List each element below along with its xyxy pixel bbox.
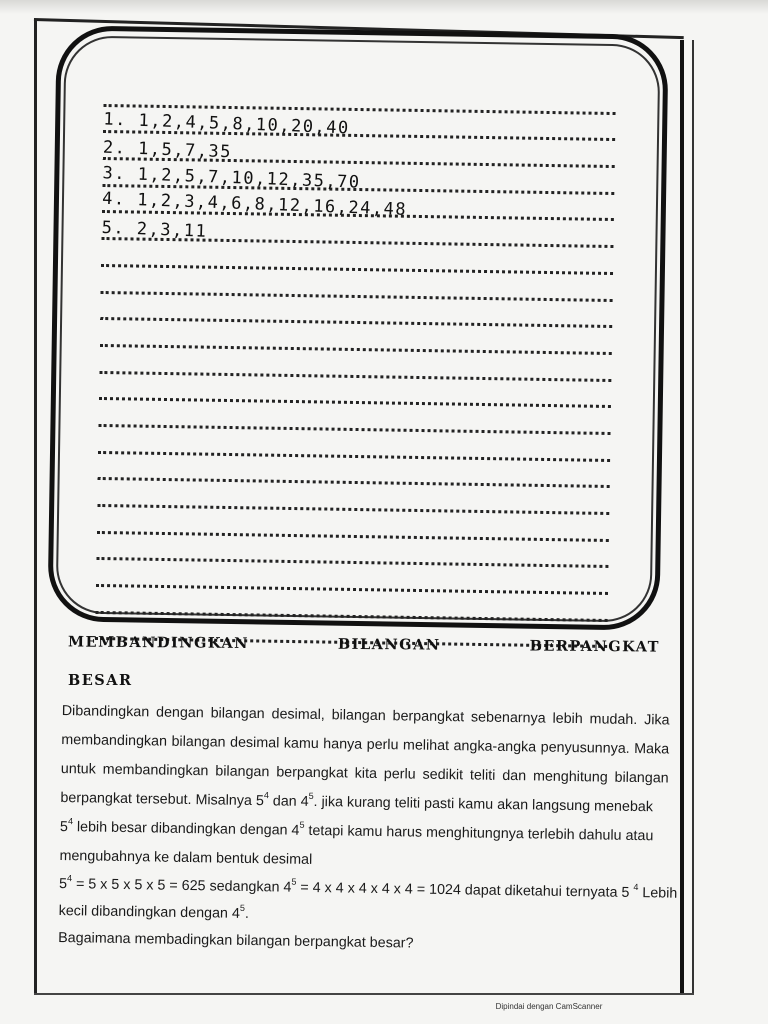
word: desimal, [271,706,325,724]
word: kamu [283,735,319,753]
word: untuk [60,760,96,778]
text-run: . [244,905,249,922]
text-run: 5 [58,875,68,893]
text-run: = 5 x 5 x 5 x 5 = 625 sedangkan 4 [71,876,292,896]
handwritten-answer-1: 1. 1,2,4,5,8,10,20,40 [103,109,351,139]
text-run: tetapi kamu harus menghitungnya terlebih dahulu atau [304,822,654,845]
exponent: 4 [67,873,73,884]
text-run: . jika kurang teliti pasti kamu akan langsung menebak [313,793,654,816]
word: teliti [469,767,496,784]
word: hanya [323,736,363,753]
text-run: kecil dibandingkan dengan 4 [58,902,240,922]
text-run: = 4 x 4 x 4 x 4 x 4 = 1024 dapat diketahui ternyata 5 [296,879,634,901]
question-line: Bagaimana membadingkan bilangan berpangkat besar? [58,929,414,952]
word: lebih [552,710,583,728]
text-run: lebih besar dibandingkan dengan 4 [72,819,300,839]
word: berpangkat [392,708,465,726]
word: melihat [402,737,450,755]
handwritten-answer-3: 3. 1,2,5,7,10,12,35,70 [102,163,361,193]
word: sedikit [422,766,464,784]
section-title-word: MEMBANDINGKAN [67,633,250,652]
exponent: 5 [239,902,246,913]
exponent: 4 [67,816,74,827]
word: dengan [155,704,204,722]
handwritten-answer-4: 4. 1,2,3,4,6,8,12,16,24,48 [101,189,408,221]
paragraph-line-6: mengubahnya ke dalam bentuk desimal [59,847,313,868]
answer-lines [95,80,616,648]
exponent: 5 [299,819,305,830]
word: bilangan [171,733,226,751]
section-title-word: BILANGAN [337,635,441,654]
text-run: berpangkat tersebut. Misalnya 5 [60,789,264,810]
word: bilangan [614,769,669,787]
section-title-word: BERPANGKAT [529,637,661,656]
text-run: Lebih [638,885,678,902]
word: perlu [383,766,416,783]
exponent: 4 [263,790,270,801]
exponent: 5 [308,790,314,801]
page-border-left [34,20,37,995]
text-run: dan 4 [268,793,309,810]
word: berpangkat [276,764,348,782]
word: bilangan [331,707,386,725]
text-run: 5 [59,818,69,836]
blank-answer-lines [95,240,613,648]
word: Dibandingkan [61,702,150,721]
exponent: 5 [291,876,297,887]
handwritten-answer-5: 5. 2,3,11 [101,218,208,242]
word: bilangan [210,705,265,723]
scanner-footer: Dipindai dengan CamScanner [495,1002,603,1011]
word: membandingkan [102,761,209,780]
page-border-right [680,40,694,995]
word: desimal [229,734,280,752]
word: Jika [644,712,670,729]
word: kita [354,765,378,782]
body-text [58,697,678,962]
word: menghitung [532,768,608,786]
section-title-line2: BESAR [68,672,133,689]
exponent: 4 [633,881,639,893]
word: penyusunnya. [540,739,630,757]
word: Maka [634,740,670,758]
page-border-bottom [34,993,694,995]
word: sebenarnya [470,709,546,727]
word: membandingkan [61,731,168,750]
scan-edge-shadow [0,0,768,14]
word: dan [502,767,527,785]
word: bilangan [215,763,270,781]
word: perlu [366,736,399,754]
word: angka-angka [453,738,537,756]
word: mudah. [589,711,638,729]
handwritten-answer-2: 2. 1,5,7,35 [102,137,233,163]
